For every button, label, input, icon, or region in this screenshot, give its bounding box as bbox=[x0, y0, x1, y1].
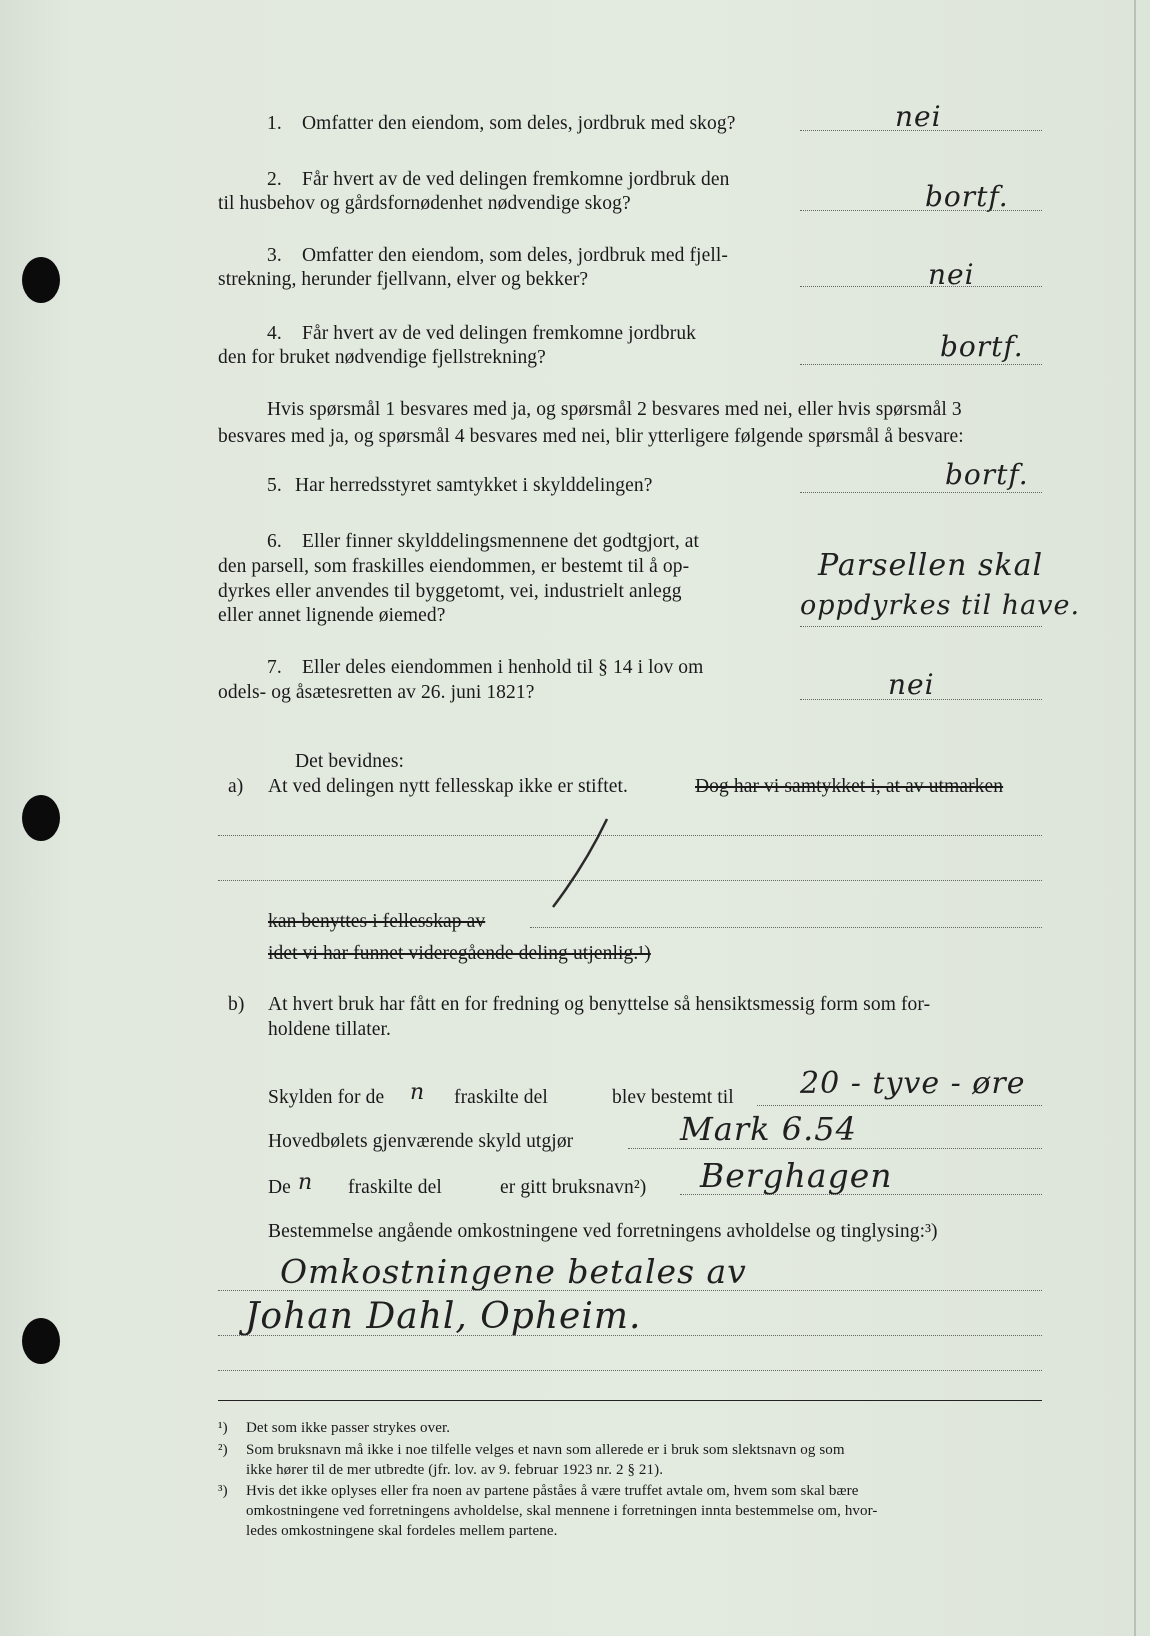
q3-line2: strekning, herunder fjellvann, elver og bekker? bbox=[218, 269, 589, 290]
certify-a-struck: Dog har vi samtykket i, at av utmarken bbox=[695, 776, 1004, 797]
footnote-1-line1: Det som ikke passer strykes over. bbox=[246, 1420, 451, 1436]
q6-line1: Eller finner skylddelingsmennene det godtgjort, at bbox=[302, 531, 700, 552]
footnote-3-line3: ledes omkostningene skal fordeles mellem partene. bbox=[246, 1523, 558, 1539]
q5-text: Har herredsstyret samtykket i skylddelingen? bbox=[295, 475, 653, 496]
bestemmelse-value-line2: Johan Dahl, Opheim. bbox=[245, 1296, 642, 1337]
footnote-2-line1: Som bruksnavn må ikke i noe tilfelle velges et navn som allerede er i bruk som slektsnavn og som bbox=[246, 1442, 845, 1458]
q1-text: Omfatter den eiendom, som deles, jordbruk med skog? bbox=[302, 113, 736, 134]
q3-answer-line bbox=[800, 286, 1042, 287]
bruksnavn-label-c: er gitt bruksnavn²) bbox=[500, 1177, 647, 1198]
q7-line1: Eller deles eiendommen i henhold til § 14 i lov om bbox=[302, 657, 704, 678]
q1-number: 1. bbox=[267, 113, 282, 134]
certify-b-line2: holdene tillater. bbox=[268, 1019, 391, 1040]
page-edge bbox=[1134, 0, 1136, 1636]
q6-answer-line bbox=[800, 626, 1042, 627]
q4-line1: Får hvert av de ved delingen fremkomne jordbruk bbox=[302, 323, 697, 344]
q7-answer: nei bbox=[888, 668, 935, 701]
punch-hole-top bbox=[22, 257, 60, 303]
q5-answer: bortf. bbox=[945, 458, 1029, 491]
certify-b-line1: At hvert bruk har fått en for fredning og benyttelse så hensiktsmessig form som for- bbox=[268, 994, 931, 1015]
q2-line1: Får hvert av de ved delingen fremkomne jordbruk den bbox=[302, 169, 730, 190]
bruksnavn-label-a: De bbox=[268, 1177, 291, 1198]
bestemmelse-line2 bbox=[218, 1335, 1042, 1336]
skyld-answer-line bbox=[757, 1105, 1042, 1106]
q3-answer: nei bbox=[928, 258, 975, 291]
hovedbol-label: Hovedbølets gjenværende skyld utgjør bbox=[268, 1131, 574, 1152]
q3-line1: Omfatter den eiendom, som deles, jordbruk med fjell- bbox=[302, 245, 728, 266]
skyld-label-b: fraskilte del bbox=[454, 1087, 548, 1108]
q6-line3: dyrkes eller anvendes til byggetomt, vei, industrielt anlegg bbox=[218, 581, 682, 602]
q6-line2: den parsell, som fraskilles eiendommen, er bestemt til å op- bbox=[218, 556, 690, 577]
struck-fellesskap-line: kan benyttes i fellesskap av bbox=[268, 911, 486, 932]
q4-line2: den for bruket nødvendige fjellstrekning? bbox=[218, 347, 546, 368]
q4-answer: bortf. bbox=[940, 330, 1024, 363]
punch-hole-middle bbox=[22, 795, 60, 841]
punch-hole-bottom bbox=[22, 1318, 60, 1364]
q2-number: 2. bbox=[267, 169, 282, 190]
certify-a-label: a) bbox=[228, 776, 244, 797]
bestemmelse-value-line1: Omkostningene betales av bbox=[280, 1252, 747, 1291]
q6-answer-line2: oppdyrkes til have. bbox=[800, 590, 1081, 621]
q5-answer-line bbox=[800, 492, 1042, 493]
q6-line4: eller annet lignende øiemed? bbox=[218, 605, 446, 626]
footnote-separator bbox=[218, 1400, 1042, 1401]
q6-answer-line1: Parsellen skal bbox=[818, 548, 1044, 583]
footnote-3-line1: Hvis det ikke oplyses eller fra noen av partene påståes å være truffet avtale om, hvem som skal bære bbox=[246, 1483, 859, 1499]
certify-a-blank-line2 bbox=[218, 880, 1042, 881]
q5-number: 5. bbox=[267, 475, 282, 496]
skyld-value: 20 - tyve - øre bbox=[800, 1066, 1026, 1101]
q6-number: 6. bbox=[267, 531, 282, 552]
q2-answer: bortf. bbox=[925, 180, 1009, 213]
q7-number: 7. bbox=[267, 657, 282, 678]
strike-slash bbox=[545, 815, 615, 915]
skyld-label-c: blev bestemt til bbox=[612, 1087, 734, 1108]
bestemmelse-label: Bestemmelse angående omkostningene ved forretningens avholdelse og tinglysing:³) bbox=[268, 1221, 938, 1242]
hovedbol-answer-line bbox=[628, 1148, 1042, 1149]
certify-a-blank-line1 bbox=[218, 835, 1042, 836]
bestemmelse-line3 bbox=[218, 1370, 1042, 1371]
q3-number: 3. bbox=[267, 245, 282, 266]
certify-heading: Det bevidnes: bbox=[295, 751, 405, 772]
q1-answer: nei bbox=[895, 100, 942, 133]
followup-intro-line1: Hvis spørsmål 1 besvares med ja, og spørsmål 2 besvares med nei, eller hvis spørsmål 3 bbox=[267, 399, 962, 420]
q4-number: 4. bbox=[267, 323, 282, 344]
footnote-2-mark: ²) bbox=[218, 1442, 228, 1458]
followup-intro-line2: besvares med ja, og spørsmål 4 besvares med nei, blir ytterligere følgende spørsmål å besvare: bbox=[218, 426, 964, 447]
hovedbol-value: Mark 6.54 bbox=[680, 1110, 857, 1148]
bruksnavn-label-b: fraskilte del bbox=[348, 1177, 442, 1198]
skyld-handwritten-suffix: n bbox=[410, 1080, 426, 1105]
struck-deling-line: idet vi har funnet videregående deling utjenlig.¹) bbox=[268, 943, 651, 964]
bruksnavn-handwritten-suffix: n bbox=[298, 1170, 314, 1195]
certify-a-text: At ved delingen nytt fellesskap ikke er stiftet. bbox=[268, 776, 629, 797]
certify-b-label: b) bbox=[228, 994, 245, 1015]
footnote-3-mark: ³) bbox=[218, 1483, 228, 1499]
q4-answer-line bbox=[800, 364, 1042, 365]
q7-line2: odels- og åsætesretten av 26. juni 1821? bbox=[218, 682, 535, 703]
q2-line2: til husbehov og gårdsfornødenhet nødvendige skog? bbox=[218, 193, 631, 214]
skyld-label-a: Skylden for de bbox=[268, 1087, 385, 1108]
bestemmelse-line1 bbox=[218, 1290, 1042, 1291]
struck-fellesskap-blank bbox=[530, 927, 1042, 928]
footnote-1-mark: ¹) bbox=[218, 1420, 228, 1436]
footnote-3-line2: omkostningene ved forretningens avholdelse, skal mennene i forretningen innta bestemmelse om, hvor- bbox=[246, 1503, 878, 1519]
footnote-2-line2: ikke hører til de mer utbredte (jfr. lov. av 9. februar 1923 nr. 2 § 21). bbox=[246, 1462, 664, 1478]
bruksnavn-value: Berghagen bbox=[700, 1156, 893, 1195]
